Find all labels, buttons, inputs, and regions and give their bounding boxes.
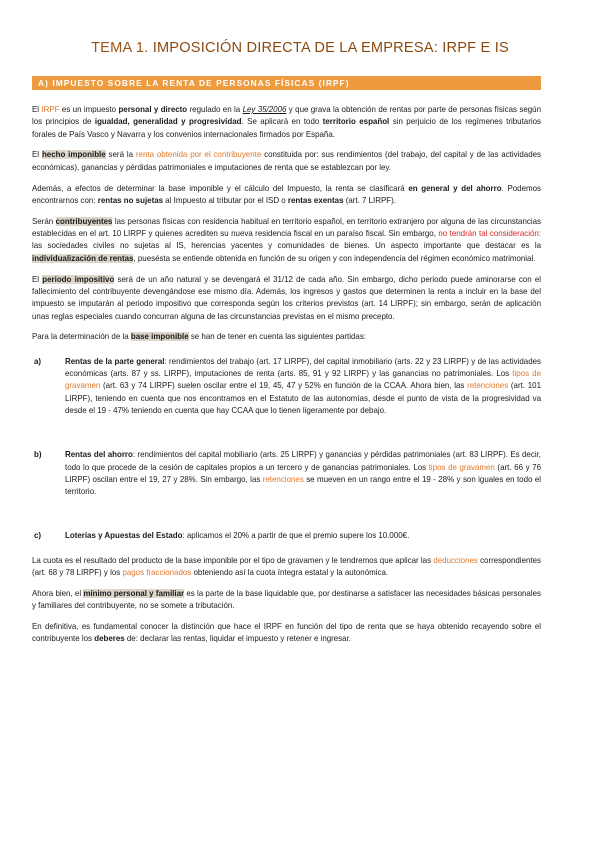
law-link: Ley 35/2006 xyxy=(242,105,287,114)
paragraph-conclusion: En definitiva, es fundamental conocer la distinción que hace el IRPF en función del tipo de renta que se haya obtenido recayendo sobre el contribuyente los deberes de: declarar las rentas, liquidar el impuesto y retener e ingresar. xyxy=(32,622,541,644)
highlight-contribuyentes: contribuyentes xyxy=(55,216,113,226)
highlight-periodo-impositivo: periodo impositivo xyxy=(42,274,115,284)
list-marker: b) xyxy=(34,450,42,460)
paragraph-periodo-impositivo: El periodo impositivo será de un año natural y se devengará el 31/12 de cada año. Sin embargo, dicho periodo puede aminorarse con el fallecimiento del contribuyente devengándose ese mismo día. Además, los ingresos y gastos que determinen la renta a incluir en la base del impuesto se imputarán al periodo impositivo que corresponda según los criterios previstos (art. 14 LIRPF); sin embargo, serán de aplicación unas reglas especiales cuando concurran alguna de las circunstancias previstas en el mismo precepto. xyxy=(32,274,542,321)
paragraph-cuota: La cuota es el resultado del producto de la base imponible por el tipo de gravamen y le tendremos que aplicar las deducciones correspondientes (art. 68 y 78 LIRPF) y los pagos fraccionados obteniendo así la cuota íntegra estatal y la autonómica. xyxy=(32,555,541,577)
partidas-list xyxy=(32,356,541,543)
paragraph-irpf-intro: El IRPF es un impuesto personal y directo regulado en la Ley 35/2006 y que grava la obtención de rentas por parte de personas físicas según los principios de igualdad, generalidad y progresividad. Se aplicará en todo territorio español sin perjuicio de los regímenes tributarios forales de País Vasco y Navarra y los convenios internacionales firmados por España. xyxy=(32,105,542,139)
paragraph-minimo-personal: Ahora bien, el mínimo personal y familiar es la parte de la base liquidable que, por destinarse a satisfacer las necesidades básicas personales y familiares del contribuyente, no se somete a tributación. xyxy=(32,588,541,611)
list-item: b) Rentas del ahorro: rendimientos del capital mobiliario (arts. 25 LIRPF) y ganancias y pérdidas patrimoniales (art. 83 LIRPF). Es decir, todo lo que procede de la cesión de capitales propios a un tercero y de ganancias patrimoniales. Los tipos de gravamen (art. 66 y 76 LIRPF) oscilan entre el 19, 27 y 28%. Sin embargo, las retenciones se mueven en un rango entre el 19 - 28% y son iguales en todo el territorio. xyxy=(34,450,541,497)
page-title xyxy=(0,40,600,56)
list-marker: c) xyxy=(34,531,42,541)
highlight-base-imponible: base imponible xyxy=(130,332,189,342)
paragraph-contribuyentes: Serán contribuyentes las personas físicas con residencia habitual en territorio español, en territorio extranjero por alguna de las circunstancias establecidas en el art. 10 LIRPF y quienes acrediten su nueva residencia fiscal en un paraíso fiscal. Sin embargo, no tendrán tal consideración: las sociedades civiles no sujetas al IS, herencias yacentes y comunidades de bienes. Un aspecto importante que destacar es la individualización de rentas, puesésta se entiende obtenida en función de su origen y con independencia del régimen económico matrimonial. xyxy=(32,216,542,263)
term-irpf: IRPF xyxy=(41,105,60,114)
list-item: c) Loterías y Apuestas del Estado: aplicamos el 20% a partir de que el premio supere los 10.000€. xyxy=(32,530,541,542)
title-number: TEMA 1. xyxy=(91,40,149,56)
highlight-minimo-personal: mínimo personal y familiar xyxy=(83,588,185,598)
list-item: a) Rentas de la parte general: rendimientos del trabajo (art. 17 LIRPF), del capital inmobiliario (arts. 22 y 23 LIRPF) y de las actividades económicas (arts. 87 y ss. LIRPF), imputaciones de renta (arts. 85, 91 y 92 LIRPF) y las ganancias no patrimoniales. Los tipos de gravamen (art. 63 y 74 LIRPF) suelen oscilar entre el 19, 45, 47 y 52% en función de la CCAA. Ahora bien, las retenciones (art. 101 LIRPF), teniendo en cuenta que nos encontramos en el Estatuto de las autonomías, desde el punto de vista de la progresividad va desde el 19 - 47% teniendo en cuenta que hay CCAA que lo tienen ligeramente por debajo. xyxy=(34,356,541,415)
title-text: IMPOSICIÓN DIRECTA DE LA EMPRESA: IRPF E IS xyxy=(152,40,509,56)
document-body xyxy=(32,104,541,654)
section-header: A) IMPUESTO SOBRE LA RENTA DE PERSONAS FÍSICAS (IRPF) xyxy=(32,76,541,90)
highlight-hecho-imponible: hecho imponible xyxy=(41,150,106,160)
paragraph-base-imponible: Para la determinación de la base imponible se han de tener en cuenta las siguientes partidas: xyxy=(32,332,367,342)
paragraph-hecho-imponible: El hecho imponible será la renta obtenida por el contribuyente constituida por: sus rendimientos (del trabajo, del capital y de las actividades económicas), ganancias y pérdidas patrimoniales e imputaciones de renta que se establezcan por ley. xyxy=(32,150,542,172)
paragraph-clasificacion-renta: Además, a efectos de determinar la base imponible y el cálculo del Impuesto, la renta se clasificará en general y del ahorro. Podemos encontrarnos con: rentas no sujetas al Impuesto al tributar por el ISD o rentas exentas (art. 7 LIRPF). xyxy=(32,183,541,205)
list-marker: a) xyxy=(34,356,42,366)
highlight-individualizacion: individualización de rentas xyxy=(32,253,134,263)
